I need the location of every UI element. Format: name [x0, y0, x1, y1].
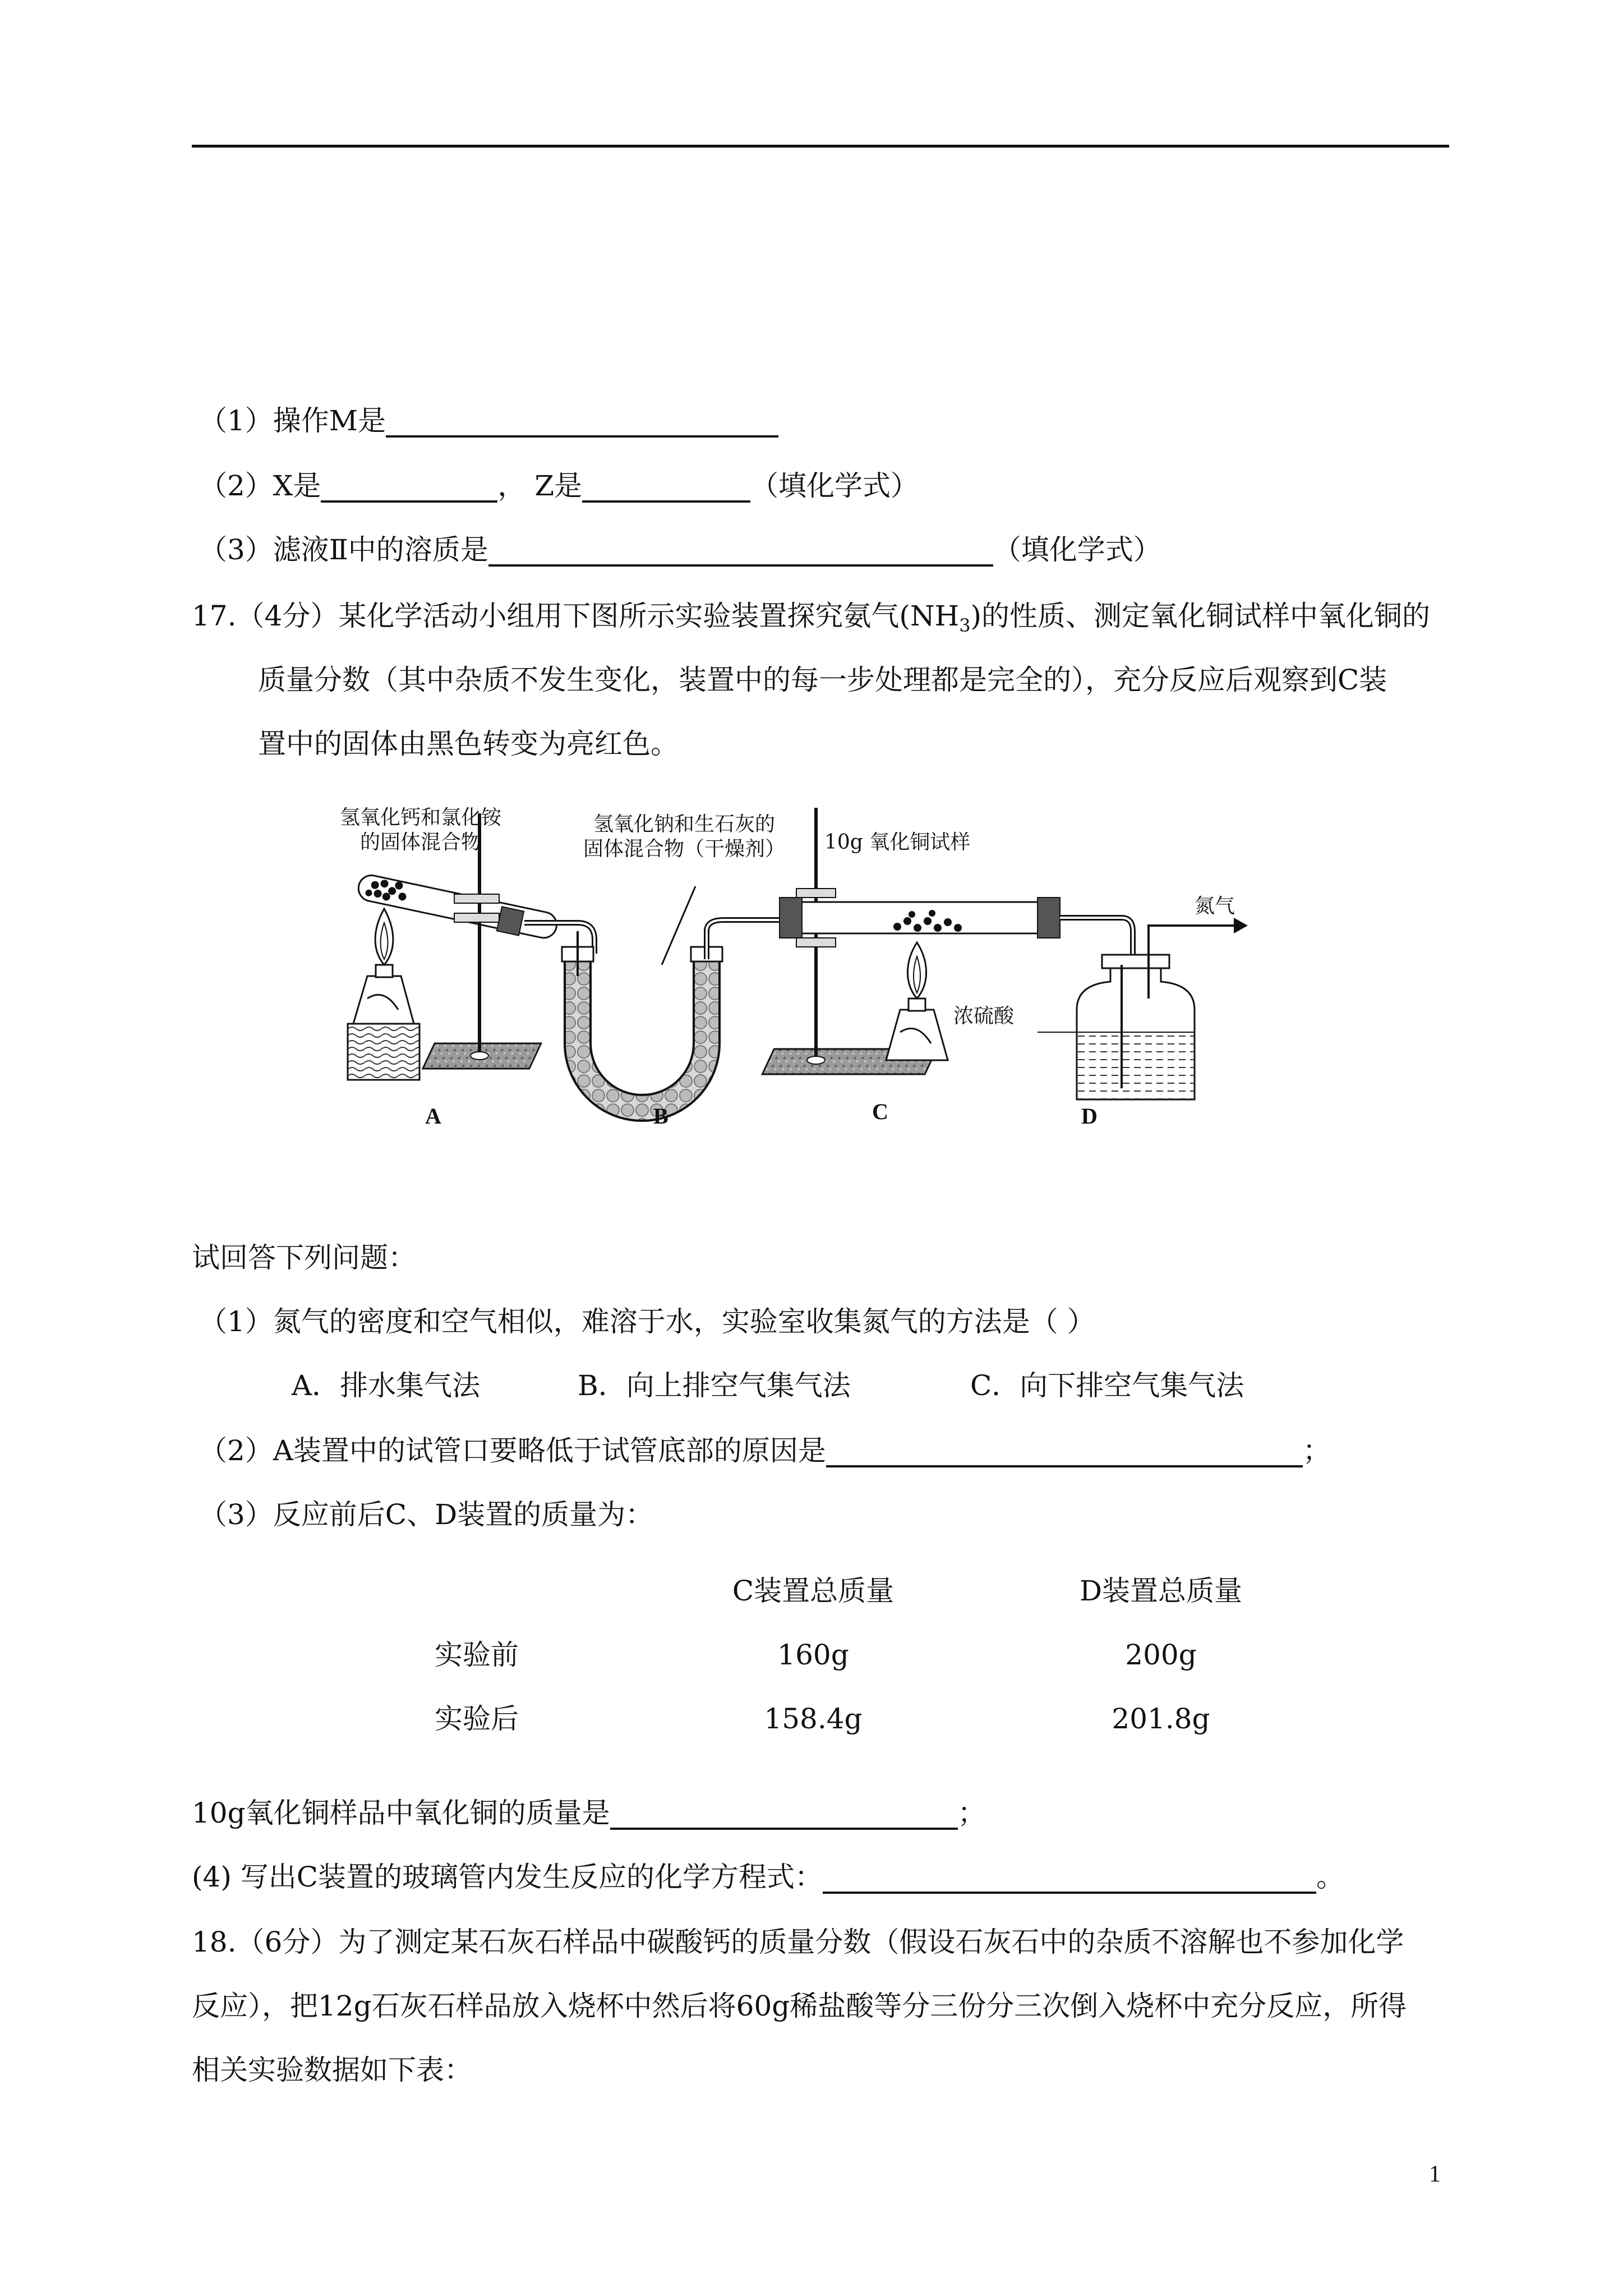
device-b [562, 886, 791, 1108]
table-cell: 160g [777, 1639, 849, 1671]
answer-blank[interactable] [826, 1436, 1303, 1467]
q17-p1-option-b[interactable]: B．向上排空气集气法 [578, 1369, 851, 1402]
device-label-c: C [872, 1099, 888, 1124]
q17-intro-line2: 质量分数（其中杂质不发生变化，装置中的每一步处理都是完全的），充分反应后观察到C装 [258, 664, 1387, 696]
q18-line2: 反应），把12g石灰石样品放入烧杯中然后将60g稀盐酸等分三份分三次倒入烧杯中充分反应，所得 [192, 1990, 1407, 2022]
answer-blank[interactable] [610, 1798, 958, 1830]
q17-p1: （1）氮气的密度和空气相似，难溶于水，实验室收集氮气的方法是（ ） [199, 1305, 1095, 1338]
answer-blank[interactable] [488, 535, 993, 567]
q17-intro-line1: 17.（4分）某化学活动小组用下图所示实验装置探究氨气$(NH_3)$的性质、测定氧化铜试样中氧化铜的 [192, 600, 1431, 636]
q17-p1-option-a[interactable]: A．排水集气法 [292, 1369, 481, 1402]
header-rule [192, 145, 1449, 148]
device-label-d: D [1081, 1103, 1098, 1129]
table-cell: 201.8g [1112, 1703, 1210, 1735]
label-c: 10g 氧化铜试样 [824, 831, 971, 854]
q16-part1: （1）操作M是 [199, 404, 778, 438]
q17-intro-line3: 置中的固体由黑色转变为亮红色。 [258, 728, 679, 760]
answer-blank[interactable] [823, 1862, 1316, 1894]
q17-p4: (4) 写出C装置的玻璃管内发生反应的化学方程式： 。 [192, 1861, 1344, 1893]
q18-line1: 18.（6分）为了测定某石灰石样品中碳酸钙的质量分数（假设石灰石中的杂质不溶解也不参加化学 [192, 1926, 1404, 1958]
answer-blank[interactable] [321, 471, 497, 503]
table-row-label: 实验前 [435, 1639, 519, 1671]
q17-p3-question: 10g氧化铜样品中氧化铜的质量是 ； [192, 1797, 986, 1829]
label-a: 氢氧化钙和氯化铵 的固体混合物 [339, 806, 501, 854]
q17-p1-option-c[interactable]: C．向下排空气集气法 [970, 1369, 1244, 1402]
label-b: 氢氧化钠和生石灰的 固体混合物（干燥剂） [583, 813, 785, 861]
table-cell: 200g [1125, 1639, 1197, 1671]
answer-blank[interactable] [386, 406, 778, 438]
page-number: 1 [1429, 2161, 1441, 2187]
label-gas: 氮气 [1195, 895, 1235, 918]
q16-part2: （2）X是 ， Z是 （填化学式） [199, 470, 919, 502]
table-cell: 158.4g [764, 1703, 863, 1735]
device-d [1038, 918, 1248, 1099]
table-header-c: C装置总质量 [732, 1575, 895, 1607]
q16-part3: （3）滤液Ⅱ中的溶质是 （填化学式） [199, 533, 1161, 566]
label-acid: 浓硫酸 [953, 1005, 1015, 1028]
device-label-b: B [653, 1103, 668, 1129]
q17-p2: （2）A装置中的试管口要略低于试管底部的原因是 ； [199, 1434, 1331, 1467]
device-label-a: A [425, 1103, 441, 1129]
q17-prompt: 试回答下列问题： [192, 1241, 416, 1274]
table-row-label: 实验后 [435, 1703, 519, 1735]
q18-line3: 相关实验数据如下表： [192, 2054, 472, 2086]
answer-blank[interactable] [582, 471, 750, 503]
q17-p3: （3）反应前后C、D装置的质量为： [199, 1498, 654, 1531]
table-header-d: D装置总质量 [1079, 1575, 1243, 1607]
